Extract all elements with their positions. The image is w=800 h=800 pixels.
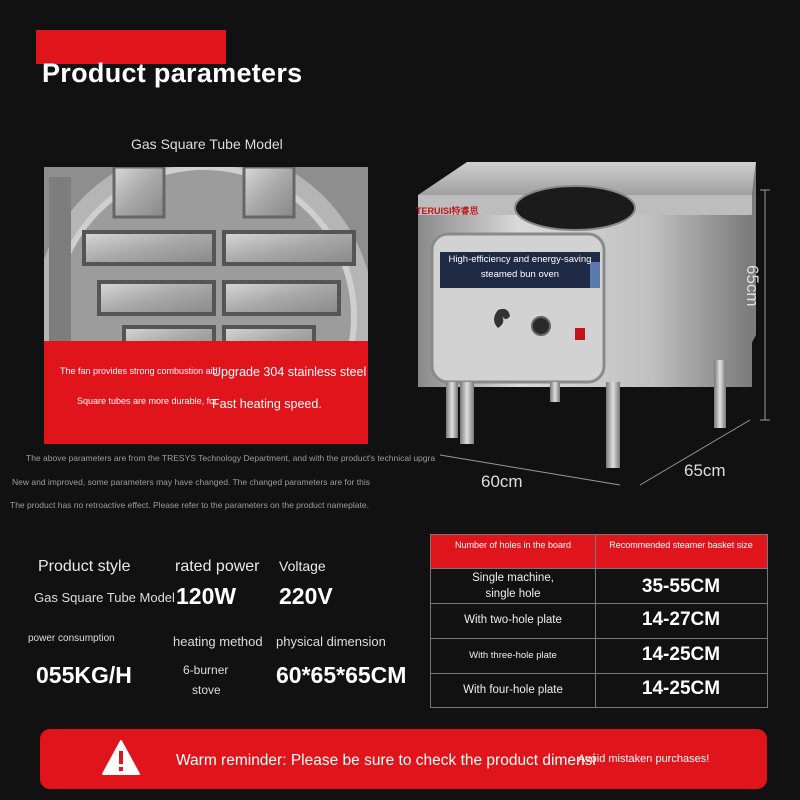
heating-value-1: 6-burner (183, 663, 229, 677)
power-value: 120W (176, 583, 237, 609)
heating-value-2: stove (192, 683, 221, 697)
style-label: Product style (38, 558, 131, 575)
heating-label: heating method (173, 634, 263, 649)
table-cell-size: 14-25CM (641, 678, 721, 699)
feature-steel-text: Upgrade 304 stainless steel (212, 365, 367, 379)
panel-text-2: steamed bun oven (480, 269, 560, 280)
page-title: Product parameters (42, 58, 303, 88)
table-row (431, 568, 767, 604)
table-cell-size: 14-27CM (641, 609, 721, 630)
style-value: Gas Square Tube Model (34, 590, 175, 605)
consumption-value: 055KG/H (36, 662, 132, 688)
height-dimension: 65cm (743, 265, 762, 307)
feature-tubes-text: Square tubes are more durable, for (77, 396, 218, 406)
disclaimer-line-3: The product has no retroactive effect. Please refer to the parameters on the product nameplate. (10, 500, 369, 510)
table-cell-holes: With two-hole plate (464, 614, 562, 626)
dimension-label: physical dimension (276, 634, 386, 649)
dimension-value: 60*65*65CM (276, 662, 407, 688)
feature-fan-text: The fan provides strong combustion aid (60, 366, 218, 376)
feature-overlay (44, 341, 368, 444)
width-dimension: 60cm (481, 472, 523, 491)
brand-logo: TERUISI特睿思 (416, 206, 479, 216)
warm-reminder-extra: Avoid mistaken purchases! (578, 753, 710, 765)
table-cell-size: 35-55CM (641, 576, 721, 597)
table-header-holes: Number of holes in the board (431, 535, 595, 568)
voltage-value: 220V (279, 583, 333, 609)
steamer-size-table (430, 534, 768, 708)
table-row (431, 673, 767, 708)
disclaimer-line-2: New and improved, some parameters may have changed. The changed parameters are for this (12, 477, 370, 487)
table-cell-holes: With three-hole plate (469, 650, 557, 661)
feature-heating-text: Fast heating speed. (212, 397, 322, 411)
depth-dimension: 65cm (684, 461, 726, 480)
stove-product-image (410, 150, 790, 495)
model-label: Gas Square Tube Model (131, 136, 283, 152)
power-label: rated power (175, 558, 260, 575)
table-cell-size: 14-25CM (641, 644, 721, 665)
disclaimer-line-1: The above parameters are from the TRESYS Technology Department, and with the product's technical upgra (26, 453, 436, 463)
table-header-size: Recommended steamer basket size (595, 535, 767, 568)
warning-icon (102, 739, 140, 777)
table-row (431, 638, 767, 674)
warm-reminder-text: Warm reminder: Please be sure to check the product dimensi (176, 752, 596, 769)
panel-text-1: High-efficiency and energy-saving (448, 254, 592, 265)
voltage-label: Voltage (279, 558, 326, 574)
table-row (431, 603, 767, 639)
table-cell-holes: Single machine, single hole (472, 572, 554, 600)
consumption-label: power consumption (28, 633, 115, 644)
table-cell-holes: With four-hole plate (463, 684, 563, 696)
